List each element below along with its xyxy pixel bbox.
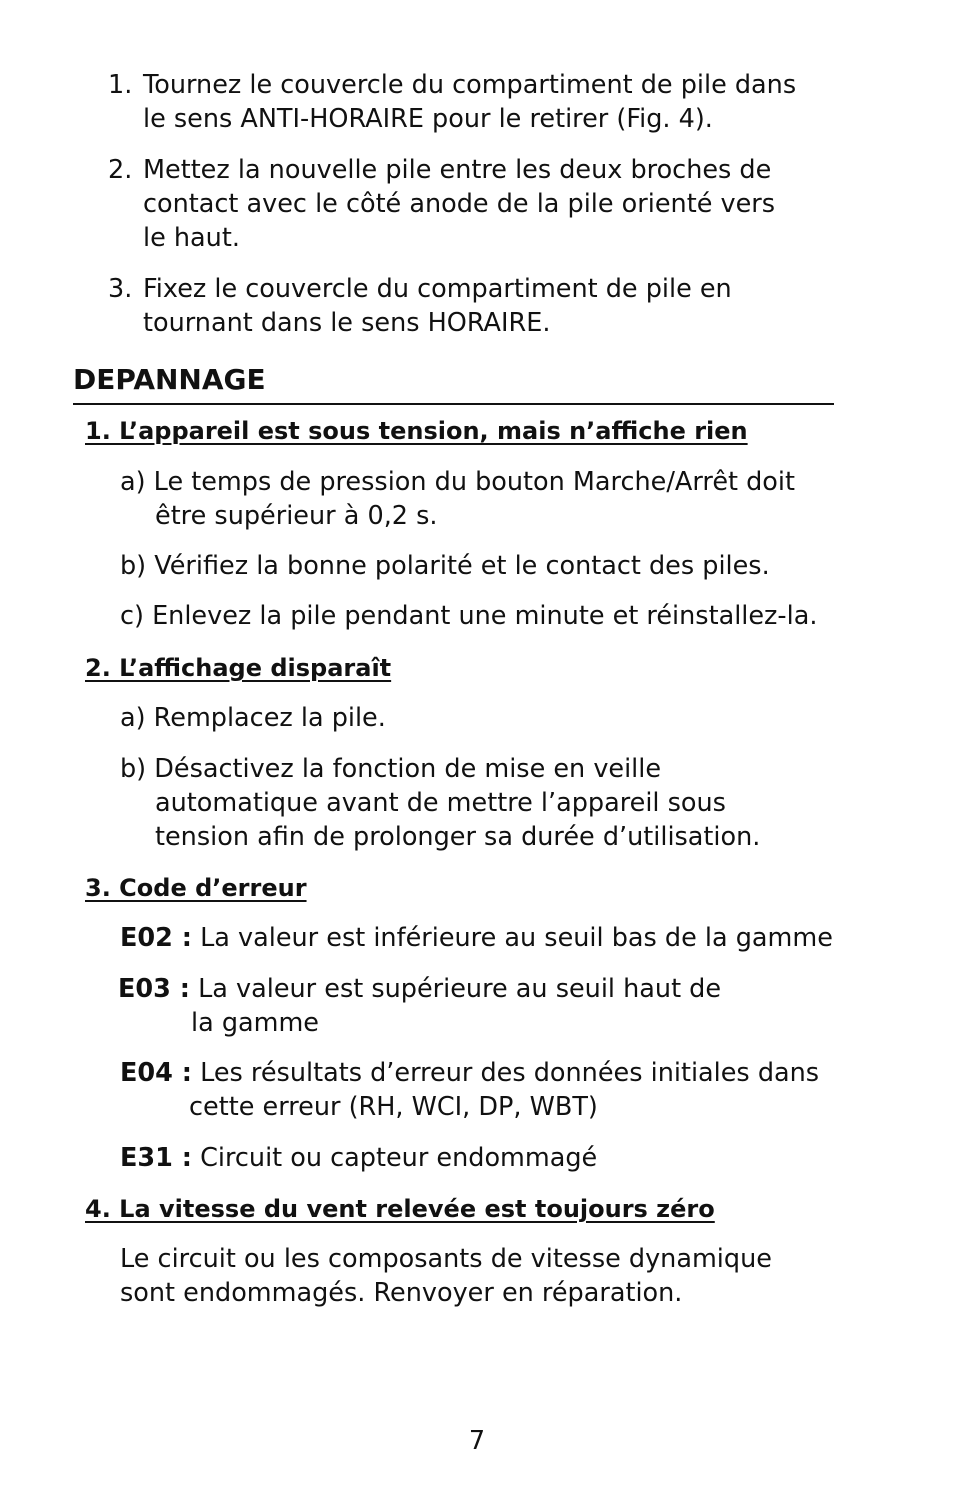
step-2-line-3: le haut. [143,223,240,253]
error-description: Les résultats d’erreur des données initiales dans [200,1058,820,1088]
section-heading: DEPANNAGE [73,363,266,396]
step-2-number: 2. [108,155,133,185]
error-description: La valeur est supérieure au seuil haut de [198,974,722,1004]
section-2-item-a: a) Remplacez la pile. [120,703,386,733]
error-code: E02 : [120,923,192,953]
step-3-line-2: tournant dans le sens HORAIRE. [143,308,551,338]
section-1-item-a-line-1: a) Le temps de pression du bouton Marche/Arrêt doit [120,467,795,497]
error-code: E03 : [118,974,190,1004]
heading-divider [73,403,834,405]
error-e31 [120,1141,597,1175]
section-1-title: 1. L’appareil est sous tension, mais n’affiche rien [85,417,748,445]
error-e02 [120,921,833,955]
section-3-title: 3. Code d’erreur [85,874,307,902]
error-e04 [120,1056,819,1090]
step-1-line-2: le sens ANTI-HORAIRE pour le retirer (Fig. 4). [143,104,713,134]
step-2-line-1: Mettez la nouvelle pile entre les deux broches de [143,155,772,185]
error-description: La valeur est inférieure au seuil bas de la gamme [200,923,833,953]
section-1-item-c: c) Enlevez la pile pendant une minute et réinstallez-la. [120,601,818,631]
section-2-item-b-line-2: automatique avant de mettre l’appareil sous [155,788,726,818]
error-code: E31 : [120,1143,192,1173]
step-3-line-1: Fixez le couvercle du compartiment de pile en [143,274,732,304]
section-4-title: 4. La vitesse du vent relevée est toujours zéro [85,1195,715,1223]
section-1-item-b: b) Vérifiez la bonne polarité et le contact des piles. [120,551,770,581]
step-1-line-1: Tournez le couvercle du compartiment de pile dans [143,70,797,100]
page-number: 7 [468,1426,486,1456]
step-2-line-2: contact avec le côté anode de la pile orienté vers [143,189,776,219]
error-description: Circuit ou capteur endommagé [200,1143,598,1173]
section-2-item-b-line-1: b) Désactivez la fonction de mise en veille [120,754,662,784]
section-2-title: 2. L’affichage disparaît [85,654,392,682]
error-e03-line-2: la gamme [191,1008,319,1038]
section-1-item-a-line-2: être supérieur à 0,2 s. [155,501,438,531]
step-3-number: 3. [108,274,133,304]
section-4-line-1: Le circuit ou les composants de vitesse dynamique [120,1244,772,1274]
step-1-number: 1. [108,70,133,100]
error-code: E04 : [120,1058,192,1088]
error-e03 [118,972,721,1006]
section-4-line-2: sont endommagés. Renvoyer en réparation. [120,1278,683,1308]
section-2-item-b-line-3: tension afin de prolonger sa durée d’utilisation. [155,822,761,852]
error-e04-line-2: cette erreur (RH, WCI, DP, WBT) [189,1092,598,1122]
